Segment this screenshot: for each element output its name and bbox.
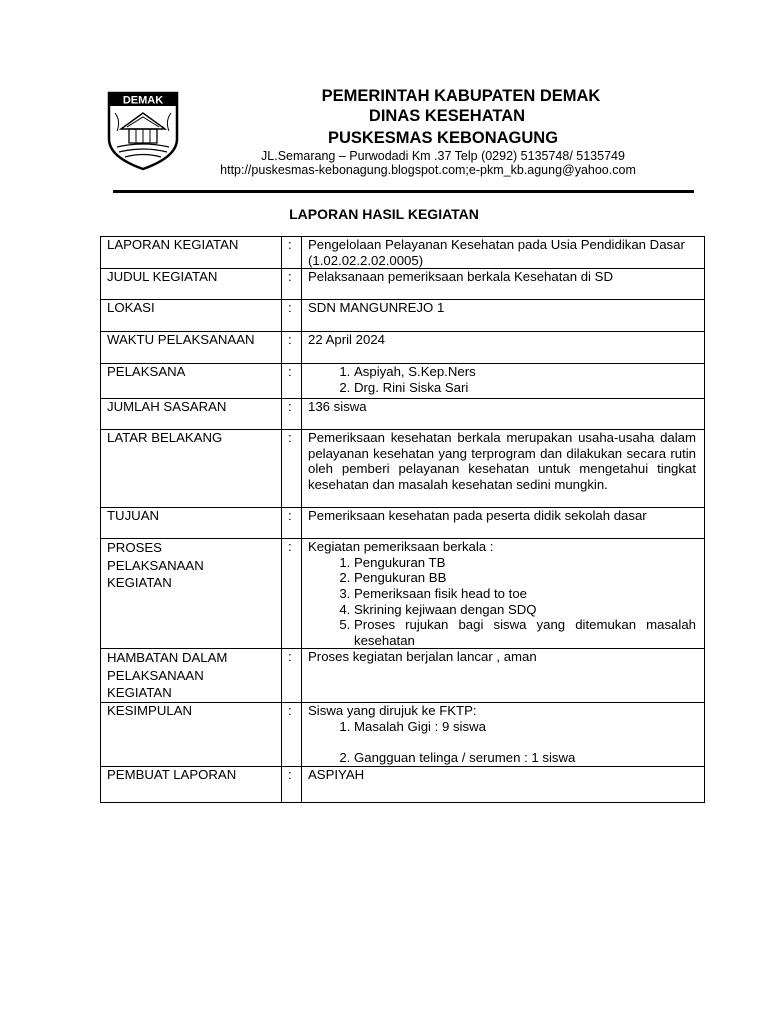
row-label: TUJUAN [101, 508, 282, 539]
document-title: LAPORAN HASIL KEGIATAN [289, 206, 479, 222]
row-label: JUDUL KEGIATAN [101, 269, 282, 300]
list-item: 4. Skrining kejiwaan dengan SDQ [354, 602, 696, 618]
separator: : [282, 364, 302, 399]
list-item: 1. Aspiyah, S.Kep.Ners [354, 364, 696, 380]
header-health-office: DINAS KESEHATAN [368, 107, 526, 125]
row-value: Pelaksanaan pemeriksaan berkala Kesehatan di SD [302, 269, 705, 300]
pelaksana-list [308, 364, 696, 395]
list-item: 2. Gangguan telinga / serumen : 1 siswa [354, 750, 696, 766]
label-line: KEGIATAN [107, 575, 172, 591]
list-item: 5. Proses rujukan bagi siswa yang ditemukan masalah kesehatan [354, 617, 696, 648]
row-laporan-kegiatan [101, 237, 705, 269]
row-label: JUMLAH SASARAN [101, 399, 282, 430]
list-item: 1. Masalah Gigi : 9 siswa [354, 719, 696, 735]
row-tujuan [101, 508, 705, 539]
list-intro: Siswa yang dirujuk ke FKTP: [308, 703, 477, 719]
list-intro: Kegiatan pemeriksaan berkala : [308, 539, 494, 555]
header-puskesmas: PUSKESMAS KEBONAGUNG [327, 129, 559, 147]
label-line: PELAKSANAAN [107, 667, 204, 683]
row-lokasi [101, 300, 705, 332]
row-jumlah-sasaran [101, 399, 705, 430]
row-value: Pemeriksaan kesehatan pada peserta didik sekolah dasar [302, 508, 705, 539]
row-label: LAPORAN KEGIATAN [101, 237, 282, 269]
row-value [302, 539, 705, 649]
row-label: KESIMPULAN [101, 703, 282, 767]
row-value: 22 April 2024 [302, 332, 705, 364]
row-value: 136 siswa [302, 399, 705, 430]
separator: : [282, 767, 302, 803]
logo-text: DEMAK [122, 94, 164, 107]
label-line: PELAKSANAAN [107, 557, 204, 573]
label-line: PROSES [107, 540, 162, 556]
row-kesimpulan [101, 703, 705, 767]
header-address: JL.Semarang – Purwodadi Km .37 Telp (0292) 5135748/ 5135749 [261, 149, 625, 163]
row-proses-pelaksanaan [101, 539, 705, 649]
header-divider [113, 190, 694, 193]
list-item: 3. Pemeriksaan fisik head to toe [354, 586, 696, 602]
separator: : [282, 649, 302, 703]
row-pembuat-laporan [101, 767, 705, 803]
separator: : [282, 237, 302, 269]
header-government: PEMERINTAH KABUPATEN DEMAK [321, 87, 601, 105]
row-label: WAKTU PELAKSANAAN [101, 332, 282, 364]
separator: : [282, 703, 302, 767]
report-table [100, 236, 705, 803]
row-label: LOKASI [101, 300, 282, 332]
separator: : [282, 508, 302, 539]
row-value: Proses kegiatan berjalan lancar , aman [302, 649, 705, 703]
separator: : [282, 269, 302, 300]
label-line: HAMBATAN DALAM [107, 650, 228, 666]
row-value: Pengelolaan Pelayanan Kesehatan pada Usia Pendidikan Dasar (1.02.02.2.02.0005) [302, 237, 705, 269]
row-value: ASPIYAH [302, 767, 705, 803]
separator: : [282, 300, 302, 332]
row-label [101, 539, 282, 649]
row-value: SDN MANGUNREJO 1 [302, 300, 705, 332]
row-value [302, 364, 705, 399]
list-item: 1. Pengukuran TB [354, 555, 696, 571]
label-line: KEGIATAN [107, 685, 172, 701]
row-judul-kegiatan [101, 269, 705, 300]
row-waktu-pelaksanaan [101, 332, 705, 364]
row-value [302, 703, 705, 767]
list-item: 2. Pengukuran BB [354, 570, 696, 586]
row-hambatan [101, 649, 705, 703]
list-spacer [354, 735, 696, 750]
row-label: PEMBUAT LAPORAN [101, 767, 282, 803]
proses-list [308, 555, 696, 649]
row-label: PELAKSANA [101, 364, 282, 399]
row-label: LATAR BELAKANG [101, 430, 282, 508]
separator: : [282, 332, 302, 364]
separator: : [282, 539, 302, 649]
kesimpulan-list [308, 719, 696, 765]
separator: : [282, 430, 302, 508]
row-label [101, 649, 282, 703]
list-item: 2. Drg. Rini Siska Sari [354, 380, 696, 396]
separator: : [282, 399, 302, 430]
row-value: Pemeriksaan kesehatan berkala merupakan usaha-usaha dalam pelayanan kesehatan yang terprogram dan dilakukan secara rutin oleh pemberi pelayanan kesehatan untuk mengetahui tingkat kesehatan dan masalah kesehatan sedini mungkin. [302, 430, 705, 508]
header-web-email: http://puskesmas-kebonagung.blogspot.com;e-pkm_kb.agung@yahoo.com [220, 163, 636, 177]
row-pelaksana [101, 364, 705, 399]
row-latar-belakang [101, 430, 705, 508]
